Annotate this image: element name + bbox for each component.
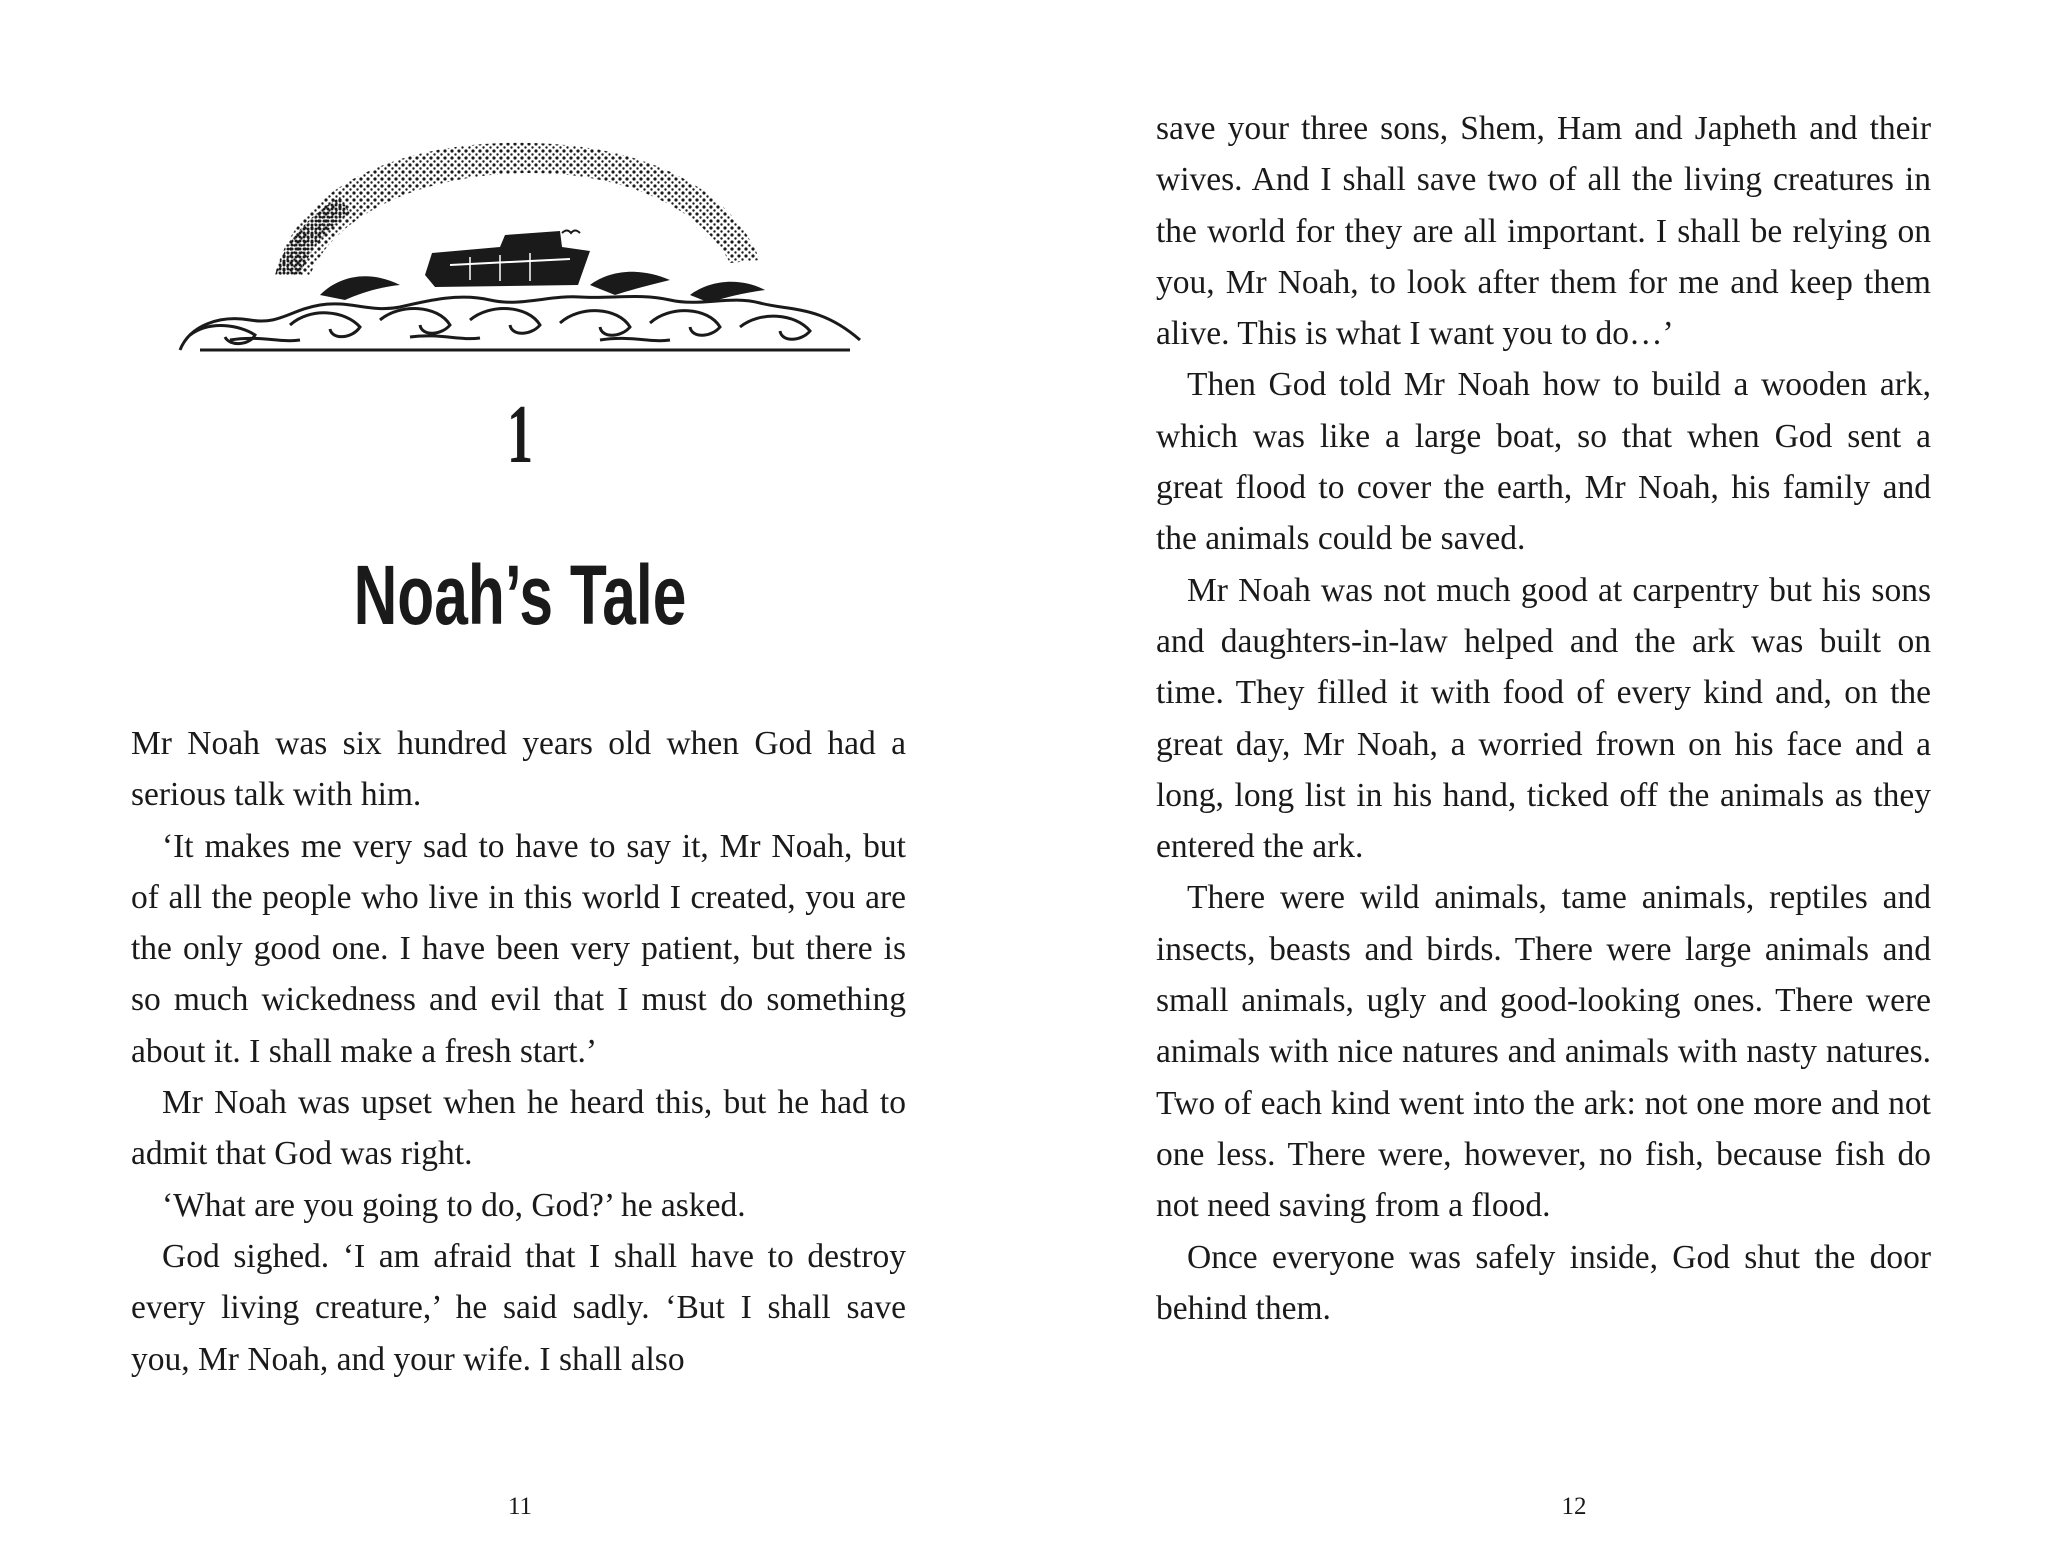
chapter-number: 1 bbox=[506, 388, 534, 481]
paragraph: Then God told Mr Noah how to build a wooden ark, which was like a large boat, so that when God sent a great flood to cover the earth, Mr Noah, his family and the animals could be saved. bbox=[1156, 366, 1931, 558]
paragraph: save your three sons, Shem, Ham and Japheth and their wives. And I shall save two of all the living creatures in the world for they are all important. I shall be relying on you, Mr Noah, to look after them for me and keep them alive. This is what I want you to do…’ bbox=[1156, 110, 1931, 353]
rainbow-ark-waves-icon bbox=[170, 135, 870, 365]
right-page bbox=[1024, 0, 2048, 1559]
paragraph: ‘What are you going to do, God?’ he asked. bbox=[162, 1186, 746, 1224]
paragraph: Once everyone was safely inside, God shut the door behind them. bbox=[1156, 1238, 1931, 1327]
paragraph: ‘It makes me very sad to have to say it, Mr Noah, but of all the people who live in this world I created, you are the only good one. I have been very patient, but there is so much wickedness and evil that I must do something about it. I shall make a fresh start.’ bbox=[131, 827, 906, 1070]
paragraph: God sighed. ‘I am afraid that I shall have to destroy every living creature,’ he said sadly. ‘But I shall save you, Mr Noah, and your wife. I shall also bbox=[131, 1237, 906, 1378]
chapter-title: Noah’s Tale bbox=[353, 548, 687, 642]
paragraph: Mr Noah was six hundred years old when God had a serious talk with him. bbox=[131, 725, 906, 814]
right-page-body bbox=[1156, 103, 1931, 1334]
page-number: 12 bbox=[1561, 1493, 1587, 1520]
left-page-body bbox=[131, 718, 906, 1385]
page-number: 11 bbox=[507, 1493, 533, 1520]
paragraph: Mr Noah was upset when he heard this, but he had to admit that God was right. bbox=[131, 1084, 906, 1173]
paragraph: There were wild animals, tame animals, reptiles and insects, beasts and birds. There were large animals and small animals, ugly and good-looking ones. There were animals with nice natures and animals with nasty natures. Two of each kind went into the ark: not one more and not one less. There were, however, no fish, because fish do not need saving from a flood. bbox=[1156, 879, 1931, 1225]
paragraph: Mr Noah was not much good at carpentry but his sons and daughters-in-law helped and the ark was built on time. They filled it with food of every kind and, on the great day, Mr Noah, a worried frown on his face and a long, long list in his hand, ticked off the animals as they entered the ark. bbox=[1156, 571, 1931, 866]
